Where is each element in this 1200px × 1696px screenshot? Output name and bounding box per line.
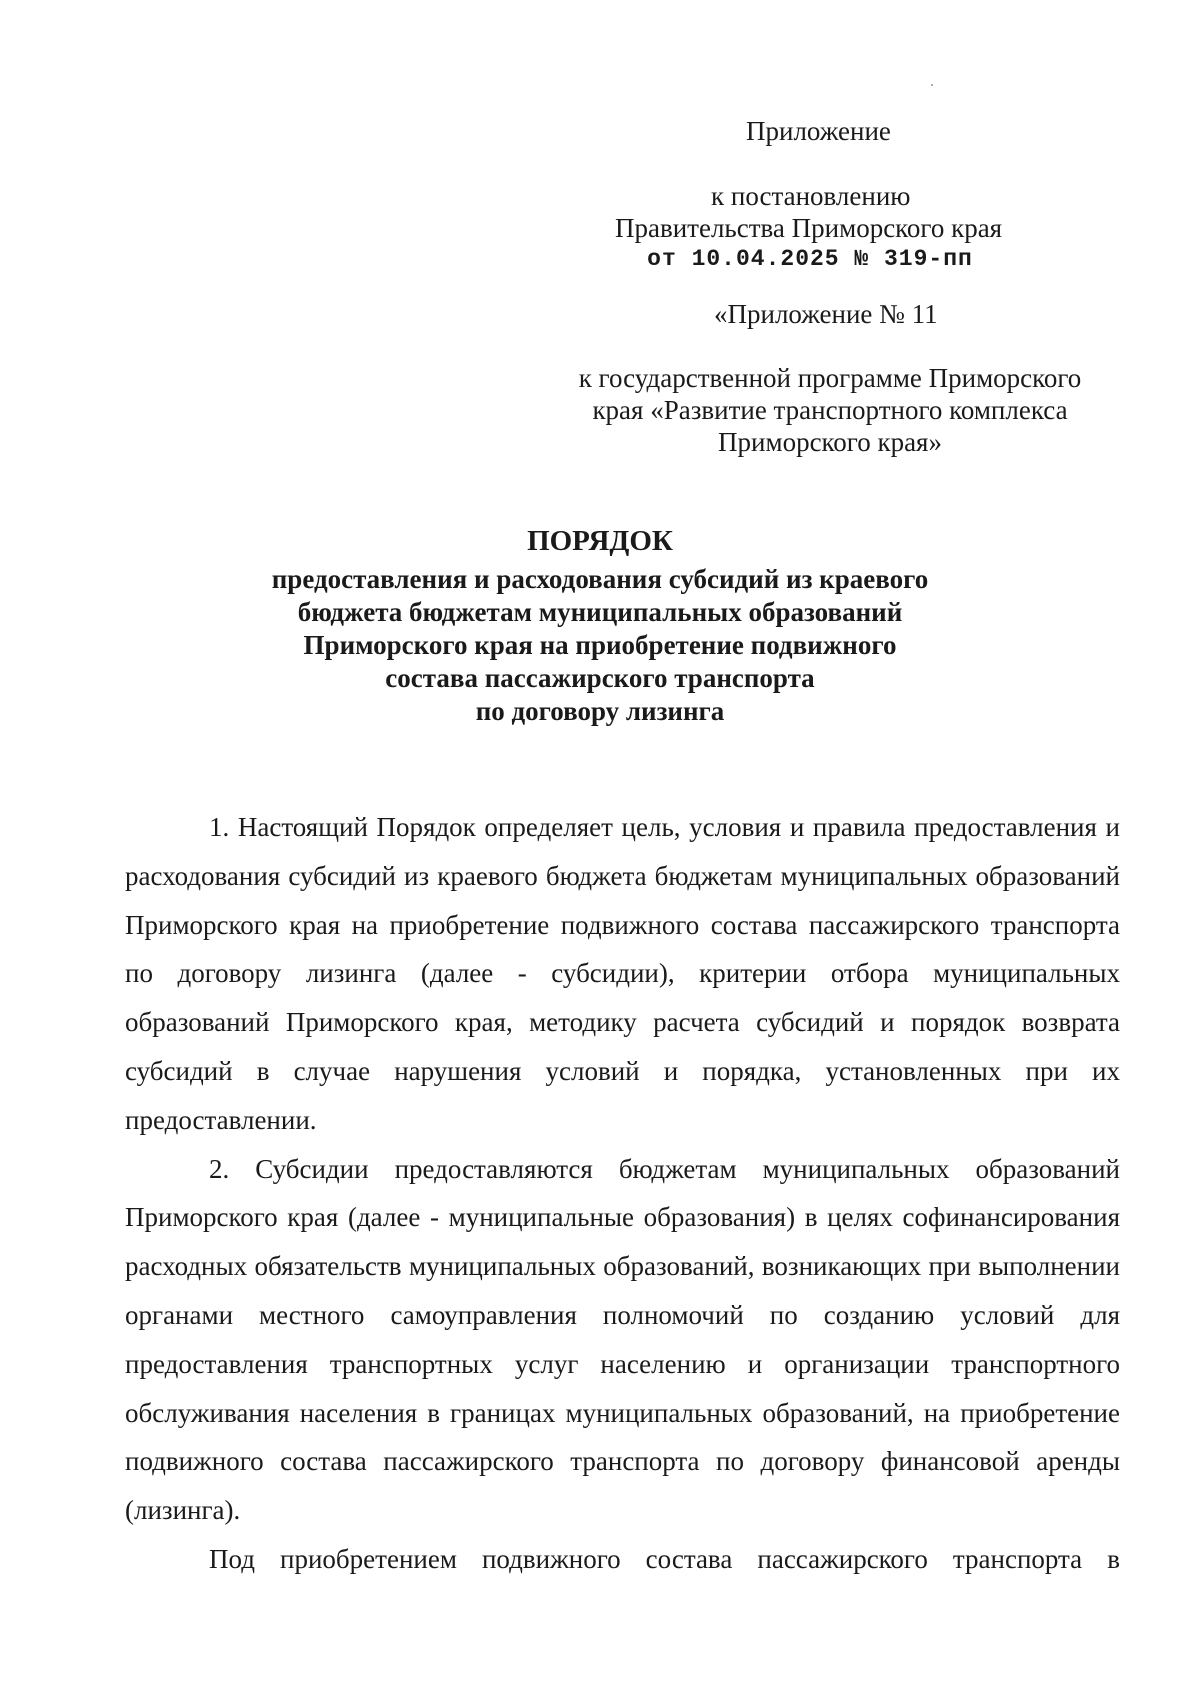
subtitle-line: состава пассажирского транспорта: [385, 663, 815, 693]
program-line: Приморского края»: [718, 427, 942, 457]
scan-speck: [931, 84, 933, 86]
subtitle-line: предоставления и расходования субсидий из краевого: [271, 564, 929, 594]
document-body: [125, 803, 1120, 1584]
document-title: [240, 523, 960, 728]
paragraph-2: 2. Субсидии предоставляются бюджетам муниципальных образований Приморского края (далее - муниципальные образования) в целях софинансирования расходных обязательств муниципальных образований, возникающих при выполнении органами местного самоуправления полномочий по созданию условий для предоставления транспортных услуг населению и организации транспортного обслуживания населения в границах муниципальных образований, на приобретение подвижного состава пассажирского транспорта по договору финансовой аренды (лизинга).: [125, 1153, 1120, 1526]
government-label: Правительства Приморского края: [615, 213, 1003, 243]
appendix-number: «Приложение № 11: [714, 299, 938, 329]
resolution-stamp: от 10.04.2025 № 319-пп: [647, 246, 973, 272]
to-resolution-label: к постановлению: [711, 181, 911, 211]
program-reference: [545, 362, 1115, 458]
title-main: ПОРЯДОК: [527, 525, 673, 557]
program-line: края «Развитие транспортного комплекса: [592, 395, 1068, 425]
appendix-label: Приложение: [746, 116, 891, 146]
paragraph-3: Под приобретением подвижного состава пассажирского транспорта в: [209, 1543, 1120, 1574]
subtitle-line: бюджета бюджетам муниципальных образований: [297, 597, 903, 627]
subtitle-line: Приморского края на приобретение подвижного: [303, 630, 897, 660]
subtitle-line: по договору лизинга: [475, 696, 725, 726]
paragraph-1: 1. Настоящий Порядок определяет цель, условия и правила предоставления и расходования субсидий из краевого бюджета бюджетам муниципальных образований Приморского края на приобретение подвижного состава пассажирского транспорта по договору лизинга (далее - субсидии), критерии отбора муниципальных образований Приморского края, методику расчета субсидий и порядок возврата субсидий в случае нарушения условий и порядка, установленных при их предоставлении.: [125, 812, 1120, 1135]
program-line: к государственной программе Приморского: [578, 363, 1082, 393]
